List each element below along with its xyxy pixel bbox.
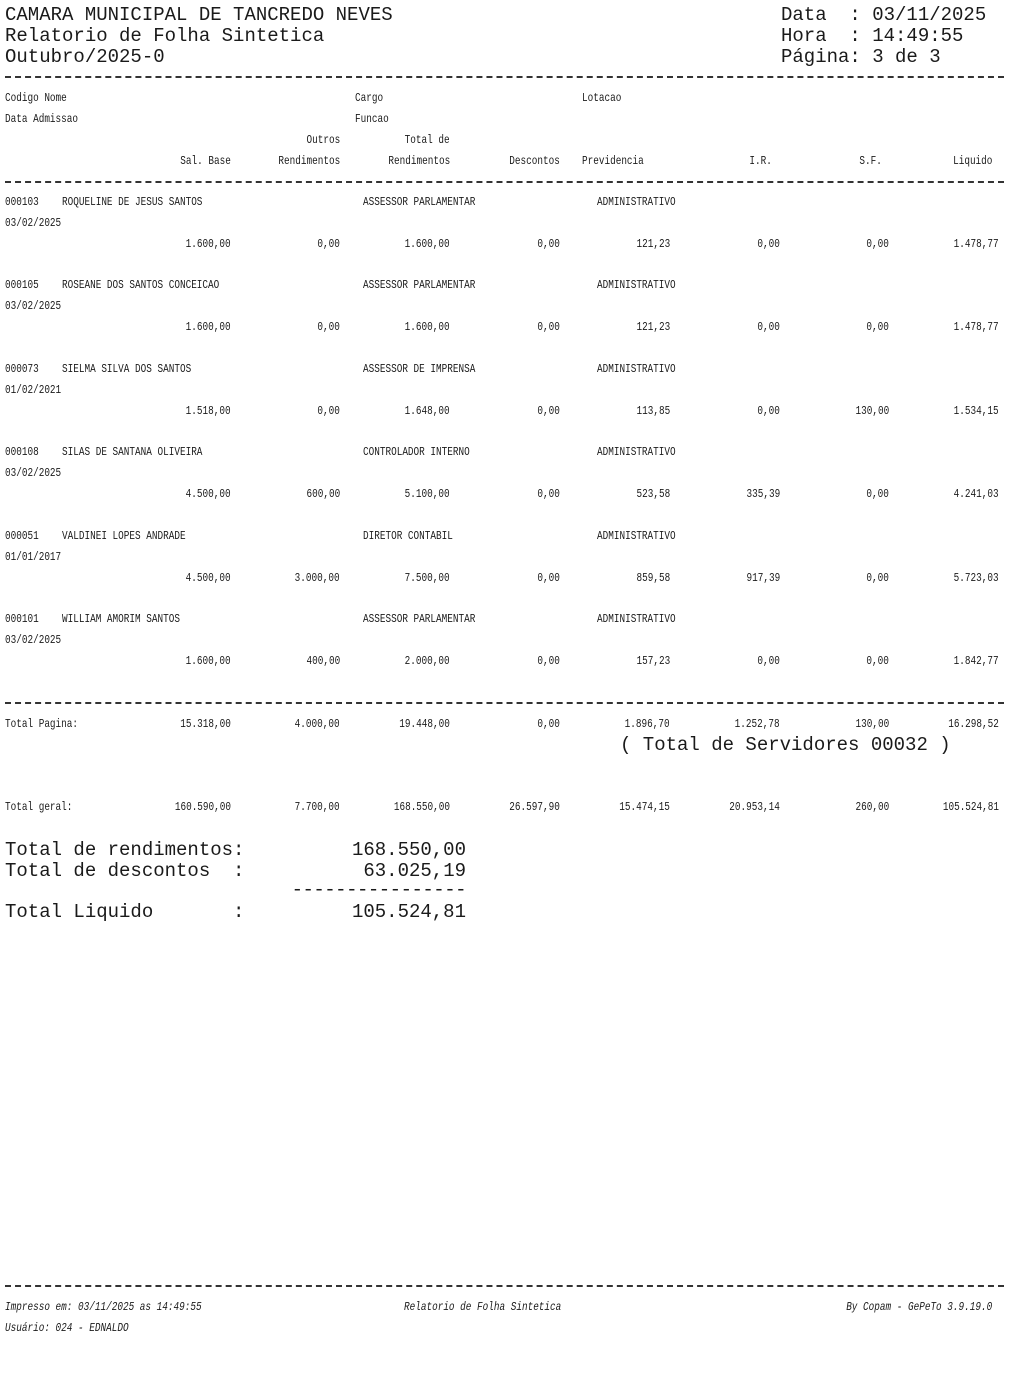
total-geral-sal-base: 160.590,00 (174, 800, 231, 814)
footer-usuario: Usuário: 024 - EDNALDO (5, 1321, 129, 1335)
employee-descontos: 0,00 (537, 570, 560, 585)
employee-lotacao: ADMINISTRATIVO (597, 445, 676, 460)
employee-outros-rendimentos: 0,00 (317, 403, 340, 418)
employee-descontos: 0,00 (537, 403, 560, 418)
employee-lotacao: ADMINISTRATIVO (597, 528, 676, 543)
col-total-de: Total de (405, 133, 450, 147)
summary-liquido-label: Total Liquido : (5, 901, 245, 923)
report-period: Outubro/2025-0 (5, 46, 165, 68)
total-pagina-sf: 130,00 (855, 717, 889, 731)
employee-sal-base: 4.500,00 (186, 487, 231, 502)
employee-previdencia: 121,23 (636, 320, 670, 335)
col-previdencia: Previdencia (582, 154, 644, 168)
employee-sal-base: 1.600,00 (186, 320, 231, 335)
summary-rendimentos-label: Total de rendimentos: (5, 839, 245, 861)
col-descontos: Descontos (509, 154, 560, 168)
total-geral-descontos: 26.597,90 (509, 800, 560, 814)
employee-outros-rendimentos: 600,00 (306, 487, 340, 502)
employee-cargo: ASSESSOR PARLAMENTAR (363, 612, 476, 626)
report-date: Data : 03/11/2025 (781, 4, 987, 26)
employee-nome: VALDINEI LOPES ANDRADE (62, 528, 186, 543)
col-cargo: Cargo (355, 91, 384, 105)
employee-cargo: ASSESSOR PARLAMENTAR (363, 278, 476, 293)
employee-codigo: 000101 (5, 612, 39, 626)
summary-liquido-value: 105.524,81 (351, 901, 466, 923)
employee-sal-base: 1.518,00 (186, 403, 231, 418)
employee-sf: 0,00 (866, 570, 889, 585)
employee-codigo: 000105 (5, 278, 39, 293)
employee-previdencia: 157,23 (636, 654, 670, 668)
employee-cargo: DIRETOR CONTABIL (363, 528, 453, 543)
employee-sf: 0,00 (866, 654, 889, 668)
report-time: Hora : 14:49:55 (781, 25, 964, 47)
summary-rendimentos-value: 168.550,00 (351, 839, 466, 861)
col-outros: Outros (306, 133, 340, 147)
total-geral-ir: 20.953,14 (729, 800, 780, 814)
employee-nome: ROSEANE DOS SANTOS CONCEICAO (62, 278, 220, 293)
employee-descontos: 0,00 (537, 237, 560, 251)
col-total-rendimentos: Rendimentos (388, 154, 450, 168)
employee-outros-rendimentos: 0,00 (317, 237, 340, 251)
total-pagina-sal-base: 15.318,00 (180, 717, 231, 731)
total-servidores: ( Total de Servidores 00032 ) (620, 734, 951, 756)
employee-sal-base: 1.600,00 (186, 237, 231, 251)
employee-ir: 0,00 (757, 403, 780, 418)
total-pagina-total-rendimentos: 19.448,00 (399, 717, 450, 731)
employee-codigo: 000051 (5, 528, 39, 543)
employee-lotacao: ADMINISTRATIVO (597, 278, 676, 293)
employee-previdencia: 523,58 (636, 487, 670, 502)
employee-previdencia: 121,23 (636, 237, 670, 251)
summary-descontos-label: Total de descontos : (5, 860, 245, 882)
employee-sf: 0,00 (866, 237, 889, 251)
employee-admissao: 01/02/2021 (5, 382, 62, 397)
total-pagina-outros-rendimentos: 4.000,00 (295, 717, 340, 731)
employee-admissao: 03/02/2025 (5, 216, 62, 230)
employee-cargo: ASSESSOR PARLAMENTAR (363, 195, 476, 209)
employee-outros-rendimentos: 0,00 (317, 320, 340, 335)
col-data-admissao: Data Admissao (5, 112, 79, 126)
columns-divider (5, 181, 1004, 183)
employee-ir: 0,00 (757, 320, 780, 335)
total-pagina-liquido: 16.298,52 (948, 717, 999, 731)
employee-codigo: 000108 (5, 445, 39, 460)
employee-liquido: 1.478,77 (954, 320, 999, 335)
employee-sal-base: 4.500,00 (186, 570, 231, 585)
col-ir: I.R. (749, 154, 772, 168)
total-pagina-ir: 1.252,78 (735, 717, 780, 731)
footer-impresso: Impresso em: 03/11/2025 as 14:49:55 (5, 1300, 202, 1314)
total-pagina-previdencia: 1.896,70 (625, 717, 670, 731)
employee-liquido: 5.723,03 (954, 570, 999, 585)
employee-ir: 917,39 (746, 570, 780, 585)
col-codigo-nome: Codigo Nome (5, 91, 67, 105)
total-geral-total-rendimentos: 168.550,00 (393, 800, 450, 814)
total-geral-sf: 260,00 (855, 800, 889, 814)
employee-liquido: 4.241,03 (954, 487, 999, 502)
employee-lotacao: ADMINISTRATIVO (597, 361, 676, 376)
total-geral-outros-rendimentos: 7.700,00 (295, 800, 340, 814)
employee-outros-rendimentos: 400,00 (306, 654, 340, 668)
employee-previdencia: 113,85 (636, 403, 670, 418)
total-geral-label: Total geral: (5, 800, 73, 814)
employee-nome: WILLIAM AMORIM SANTOS (62, 612, 180, 626)
employee-sf: 130,00 (855, 403, 889, 418)
total-pagina-label: Total Pagina: (5, 717, 79, 731)
totals-divider (5, 702, 1004, 704)
employee-admissao: 03/02/2025 (5, 466, 62, 481)
employee-ir: 335,39 (746, 487, 780, 502)
header-divider (5, 76, 1004, 78)
employee-nome: ROQUELINE DE JESUS SANTOS (62, 195, 203, 209)
organization-name: CAMARA MUNICIPAL DE TANCREDO NEVES (5, 4, 393, 26)
employee-sal-base: 1.600,00 (186, 654, 231, 668)
employee-lotacao: ADMINISTRATIVO (597, 612, 676, 626)
employee-total-rendimentos: 5.100,00 (405, 487, 450, 502)
col-rendimentos: Rendimentos (278, 154, 340, 168)
col-sf: S.F. (859, 154, 882, 168)
employee-ir: 0,00 (757, 654, 780, 668)
employee-liquido: 1.478,77 (954, 237, 999, 251)
employee-total-rendimentos: 1.600,00 (405, 320, 450, 335)
employee-nome: SIELMA SILVA DOS SANTOS (62, 361, 192, 376)
footer-by: By Copam - GePeTo 3.9.19.0 (845, 1300, 992, 1314)
col-funcao: Funcao (355, 112, 389, 126)
footer-divider (5, 1285, 1004, 1287)
employee-lotacao: ADMINISTRATIVO (597, 195, 676, 209)
total-pagina-descontos: 0,00 (537, 717, 560, 731)
employee-cargo: CONTROLADOR INTERNO (363, 445, 470, 460)
employee-descontos: 0,00 (537, 654, 560, 668)
employee-outros-rendimentos: 3.000,00 (295, 570, 340, 585)
employee-liquido: 1.534,15 (954, 403, 999, 418)
employee-admissao: 01/01/2017 (5, 549, 62, 564)
employee-liquido: 1.842,77 (954, 654, 999, 668)
summary-separator: ---------------- (291, 879, 466, 901)
employee-admissao: 03/02/2025 (5, 633, 62, 647)
footer-report-title: Relatorio de Folha Sintetica (404, 1300, 562, 1314)
employee-total-rendimentos: 1.600,00 (405, 237, 450, 251)
employee-total-rendimentos: 2.000,00 (405, 654, 450, 668)
employee-admissao: 03/02/2025 (5, 299, 62, 314)
employee-previdencia: 859,58 (636, 570, 670, 585)
employee-descontos: 0,00 (537, 487, 560, 502)
employee-codigo: 000103 (5, 195, 39, 209)
summary-descontos-value: 63.025,19 (363, 860, 466, 882)
employee-sf: 0,00 (866, 320, 889, 335)
employee-nome: SILAS DE SANTANA OLIVEIRA (62, 445, 203, 460)
col-lotacao: Lotacao (582, 91, 622, 105)
employee-descontos: 0,00 (537, 320, 560, 335)
employee-total-rendimentos: 7.500,00 (405, 570, 450, 585)
total-geral-liquido: 105.524,81 (942, 800, 999, 814)
report-page: Página: 3 de 3 (781, 46, 941, 68)
report-title: Relatorio de Folha Sintetica (5, 25, 325, 47)
employee-total-rendimentos: 1.648,00 (405, 403, 450, 418)
total-geral-previdencia: 15.474,15 (619, 800, 670, 814)
employee-ir: 0,00 (757, 237, 780, 251)
col-liquido: Liquido (952, 154, 992, 168)
col-sal-base: Sal. Base (180, 154, 231, 168)
employee-cargo: ASSESSOR DE IMPRENSA (363, 361, 476, 376)
employee-sf: 0,00 (866, 487, 889, 502)
employee-codigo: 000073 (5, 361, 39, 376)
